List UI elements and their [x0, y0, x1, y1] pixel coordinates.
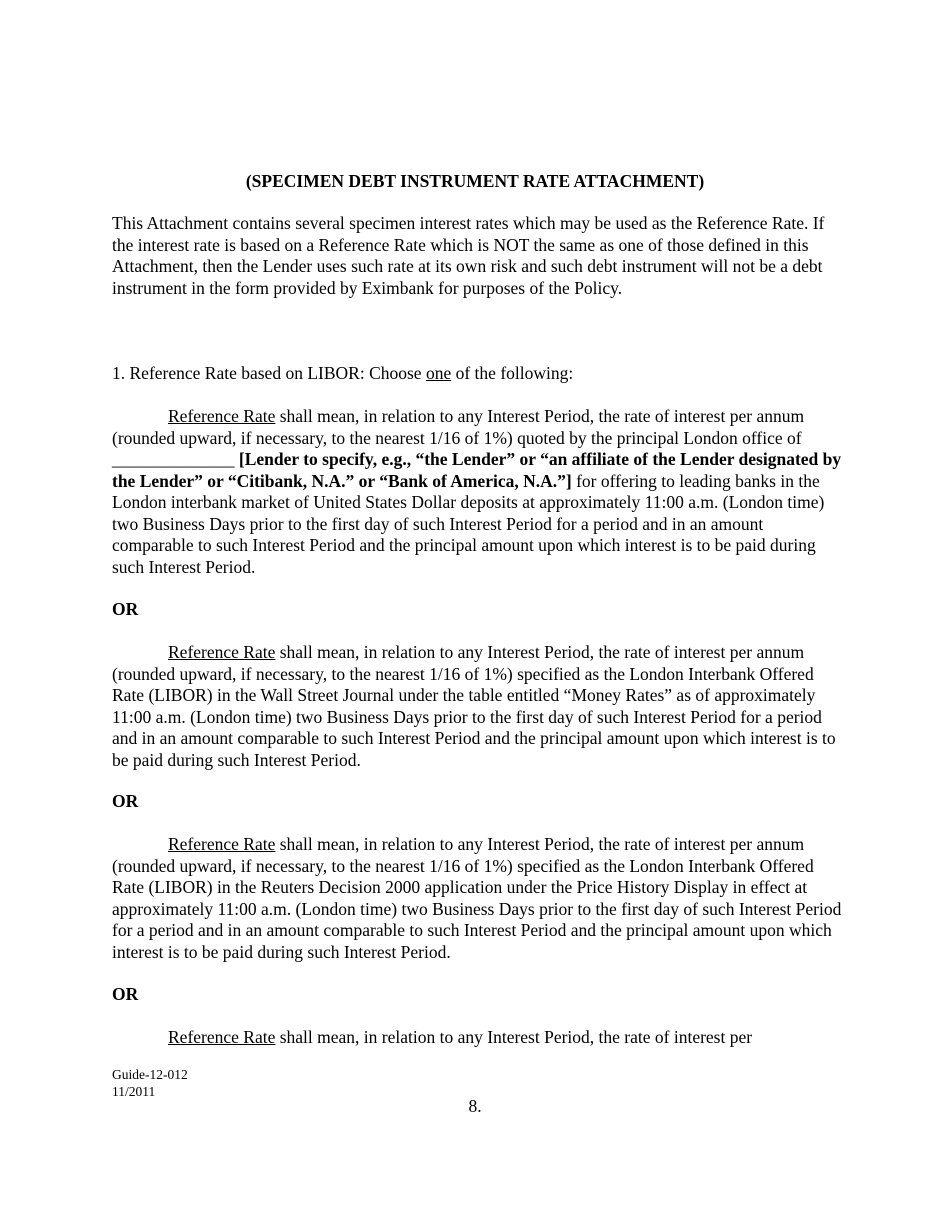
reference-rate-term: Reference Rate: [168, 1027, 276, 1047]
option-4-text: shall mean, in relation to any Interest Period, the rate of interest per: [275, 1027, 753, 1047]
footer-date: 11/2011: [112, 1083, 156, 1099]
option-3-text: shall mean, in relation to any Interest Period, the rate of interest per annum (rounded upward, if necessary, to the nearest 1/16 of 1%) specified as the London Interbank Offered Rate (LIBOR) in the Reuters Decision 2000 application under the Price History Display in effect at approximately 11:00 a.m. (London time) two Business Days prior to the first day of such Interest Period for a period and in an amount comparable to such Interest Period and the principal amount upon which interest is to be paid during such Interest Period.: [112, 834, 842, 962]
reference-rate-term: Reference Rate: [168, 834, 276, 854]
option-2-paragraph: [112, 642, 844, 771]
reference-rate-term: Reference Rate: [168, 406, 276, 426]
option-1-text-a: shall mean, in relation to any Interest Period, the rate of interest per annum (rounded upward, if necessary, to the nearest 1/16 of 1%) quoted by the principal London office of ______________: [112, 406, 805, 469]
choose-one-word: one: [425, 363, 452, 383]
page-number: 8.: [468, 1096, 482, 1116]
option-1-text-b: for offering to leading banks in the London interbank market of United States Dollar deposits at approximately 11:00 a.m. (London time) two Business Days prior to the first day of such Interest Period for a period and in an amount comparable to such Interest Period and the principal amount upon which interest is to be paid during such Interest Period.: [112, 470, 825, 577]
or-label: OR: [112, 599, 139, 619]
option-3-paragraph: [112, 834, 844, 963]
footer-guide-id: Guide-12-012: [112, 1067, 188, 1082]
section-1-heading: [112, 363, 844, 385]
lender-specify-note: [Lender to specify, e.g., “the Lender” or “an affiliate of the Lender designated by the Lender” or “Citibank, N.A.” or “Bank of America, N.A.”]: [112, 449, 842, 491]
intro-paragraph: This Attachment contains several specimen interest rates which may be used as the Reference Rate. If the interest rate is based on a Reference Rate which is NOT the same as one of those defined in this Attachment, then the Lender uses such rate at its own risk and such debt instrument will not be a debt instrument in the form provided by Eximbank for purposes of the Policy.: [112, 213, 825, 298]
option-2-text: shall mean, in relation to any Interest Period, the rate of interest per annum (rounded upward, if necessary, to the nearest 1/16 of 1%) specified as the London Interbank Offered Rate (LIBOR) in the Wall Street Journal under the table entitled “Money Rates” as of approximately 11:00 a.m. (London time) two Business Days prior to the first day of such Interest Period for a period and in an amount comparable to such Interest Period and the principal amount upon which interest is to be paid during such Interest Period.: [112, 642, 836, 770]
document-title: (SPECIMEN DEBT INSTRUMENT RATE ATTACHMENT): [245, 171, 705, 191]
reference-rate-term: Reference Rate: [168, 642, 276, 662]
or-label: OR: [112, 984, 139, 1004]
section-1-lead: 1. Reference Rate based on LIBOR: Choose: [112, 363, 426, 383]
or-label: OR: [112, 791, 139, 811]
option-4-paragraph: [112, 1027, 844, 1049]
section-1-trail: of the following:: [451, 363, 574, 383]
option-1-paragraph: [112, 406, 844, 578]
